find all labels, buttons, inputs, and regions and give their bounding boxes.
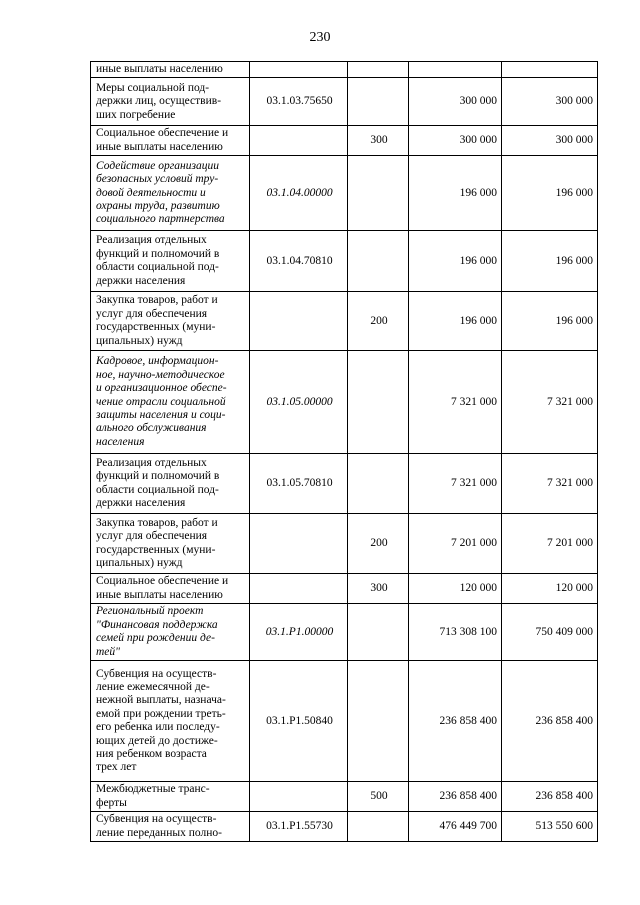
row-name-line: Социальное обеспечение и <box>96 575 229 588</box>
table-row <box>91 604 598 661</box>
row-expense-type-cell <box>348 231 409 292</box>
row-expense-type-cell: 500 <box>348 782 409 812</box>
row-name-line: безопасных условий тру- <box>96 173 219 186</box>
row-amount-2-cell: 7 321 000 <box>502 351 598 454</box>
row-name-line: держки лиц, осуществив- <box>96 95 222 108</box>
row-expense-type-cell <box>348 661 409 782</box>
table-row <box>91 574 598 604</box>
row-amount-1-cell: 196 000 <box>409 231 502 292</box>
row-code-cell <box>250 782 348 812</box>
row-name-cell <box>91 454 250 514</box>
row-name-cell <box>91 782 250 812</box>
row-name-line: тей" <box>96 645 120 658</box>
table-row <box>91 514 598 574</box>
row-expense-type-cell: 300 <box>348 126 409 156</box>
row-name-line: ших погребение <box>96 108 176 121</box>
row-name-cell <box>91 78 250 126</box>
table-row <box>91 351 598 454</box>
row-code-cell: 03.1.05.00000 <box>250 351 348 454</box>
row-name-line: государственных (муни- <box>96 321 216 334</box>
row-amount-2-cell: 236 858 400 <box>502 782 598 812</box>
row-name-cell <box>91 351 250 454</box>
row-amount-1-cell: 300 000 <box>409 126 502 156</box>
row-name-line: функций и полномочий в <box>96 247 220 260</box>
row-name-line: иные выплаты населению <box>96 140 223 153</box>
row-name-cell <box>91 62 250 78</box>
row-amount-1-cell: 7 321 000 <box>409 351 502 454</box>
row-amount-2-cell: 513 550 600 <box>502 812 598 842</box>
row-name-line: ление переданных полно- <box>96 826 222 839</box>
row-amount-1-cell: 196 000 <box>409 156 502 231</box>
row-name-line: ление ежемесячной де- <box>96 681 210 693</box>
row-name-line: Закупка товаров, работ и <box>96 516 218 529</box>
row-name-line: держки населения <box>96 497 186 510</box>
table-row <box>91 126 598 156</box>
row-name-cell <box>91 231 250 292</box>
row-amount-2-cell: 300 000 <box>502 126 598 156</box>
table-row <box>91 292 598 351</box>
row-amount-1-cell <box>409 62 502 78</box>
row-name-line: и организационное обеспе- <box>96 382 227 395</box>
row-name-line: Меры социальной под- <box>96 81 210 94</box>
budget-table <box>90 61 598 842</box>
row-amount-1-cell: 196 000 <box>409 292 502 351</box>
row-code-cell: 03.1.03.75650 <box>250 78 348 126</box>
budget-table-body <box>91 62 598 842</box>
row-name-line: иные выплаты населению <box>96 588 223 601</box>
table-row <box>91 661 598 782</box>
row-name-line: Социальное обеспечение и <box>96 127 229 140</box>
row-name-line: ферты <box>96 796 127 809</box>
row-name-line: Содействие организации <box>96 159 219 172</box>
row-name-line: ния ребенком возраста <box>96 748 207 761</box>
row-amount-1-cell: 7 201 000 <box>409 514 502 574</box>
row-code-cell <box>250 126 348 156</box>
row-amount-2-cell <box>502 62 598 78</box>
row-expense-type-cell <box>348 156 409 231</box>
row-code-cell: 03.1.Р1.50840 <box>250 661 348 782</box>
row-name-line: емой при рождении треть- <box>96 707 226 720</box>
row-name-line: Закупка товаров, работ и <box>96 294 218 307</box>
table-row <box>91 782 598 812</box>
row-name-line: ципальных) нужд <box>96 334 183 347</box>
row-name-line: населения <box>96 435 145 448</box>
row-name-line: области социальной под- <box>96 483 219 496</box>
row-code-cell <box>250 514 348 574</box>
page-number: 230 <box>309 30 331 45</box>
row-name-line: ципальных) нужд <box>96 557 183 570</box>
row-amount-1-cell: 476 449 700 <box>409 812 502 842</box>
row-amount-2-cell: 7 321 000 <box>502 454 598 514</box>
row-code-cell: 03.1.Р1.00000 <box>250 604 348 661</box>
row-expense-type-cell: 200 <box>348 514 409 574</box>
row-name-line: "Финансовая поддержка <box>96 618 218 631</box>
row-name-line: социального партнерства <box>96 213 225 226</box>
row-amount-2-cell: 300 000 <box>502 78 598 126</box>
row-expense-type-cell <box>348 812 409 842</box>
row-name-line: защиты населения и соци- <box>96 408 226 421</box>
row-name-cell <box>91 812 250 842</box>
row-amount-1-cell: 236 858 400 <box>409 661 502 782</box>
row-name-line: услуг для обеспечения <box>96 307 208 320</box>
row-name-line: иные выплаты населению <box>96 63 223 75</box>
row-name-line: Реализация отдельных <box>96 234 207 247</box>
row-name-line: услуг для обеспечения <box>96 530 208 543</box>
row-name-line: Субвенция на осуществ- <box>96 667 217 680</box>
row-name-cell <box>91 156 250 231</box>
row-name-line: Кадровое, информацион- <box>96 355 219 368</box>
row-name-line: Межбюджетные транс- <box>96 783 210 796</box>
row-expense-type-cell <box>348 351 409 454</box>
row-name-line: государственных (муни- <box>96 543 216 556</box>
row-name-line: чение отрасли социальной <box>96 395 226 408</box>
row-code-cell <box>250 292 348 351</box>
row-code-cell: 03.1.05.70810 <box>250 454 348 514</box>
row-expense-type-cell <box>348 604 409 661</box>
row-expense-type-cell: 300 <box>348 574 409 604</box>
row-name-line: охраны труда, развитию <box>96 199 220 212</box>
row-name-cell <box>91 126 250 156</box>
row-name-line: Субвенция на осуществ- <box>96 813 217 826</box>
table-row <box>91 156 598 231</box>
row-amount-2-cell: 750 409 000 <box>502 604 598 661</box>
row-name-cell <box>91 604 250 661</box>
row-name-line: функций и полномочий в <box>96 470 220 483</box>
row-amount-2-cell: 236 858 400 <box>502 661 598 782</box>
row-name-cell <box>91 574 250 604</box>
table-row <box>91 812 598 842</box>
row-code-cell: 03.1.04.00000 <box>250 156 348 231</box>
row-amount-1-cell: 300 000 <box>409 78 502 126</box>
row-name-line: ального обслуживания <box>96 422 207 435</box>
row-name-line: его ребенка или последу- <box>96 721 220 734</box>
row-expense-type-cell: 200 <box>348 292 409 351</box>
row-name-line: нежной выплаты, назнача- <box>96 694 226 707</box>
row-name-line: Реализация отдельных <box>96 456 207 469</box>
row-name-line: семей при рождении де- <box>96 632 215 645</box>
row-amount-1-cell: 236 858 400 <box>409 782 502 812</box>
row-amount-1-cell: 7 321 000 <box>409 454 502 514</box>
row-expense-type-cell <box>348 78 409 126</box>
row-name-cell <box>91 514 250 574</box>
table-row <box>91 231 598 292</box>
row-name-line: трех лет <box>96 761 137 774</box>
row-amount-1-cell: 713 308 100 <box>409 604 502 661</box>
row-amount-2-cell: 196 000 <box>502 156 598 231</box>
row-expense-type-cell <box>348 454 409 514</box>
row-code-cell: 03.1.04.70810 <box>250 231 348 292</box>
row-name-line: держки населения <box>96 274 186 287</box>
table-row <box>91 78 598 126</box>
row-expense-type-cell <box>348 62 409 78</box>
row-name-line: Региональный проект <box>96 605 204 618</box>
row-name-cell <box>91 661 250 782</box>
row-name-line: довой деятельности и <box>96 186 206 199</box>
row-code-cell <box>250 574 348 604</box>
row-amount-2-cell: 196 000 <box>502 292 598 351</box>
row-amount-2-cell: 196 000 <box>502 231 598 292</box>
row-name-line: ное, научно-методическое <box>96 368 225 381</box>
row-code-cell <box>250 62 348 78</box>
row-name-cell <box>91 292 250 351</box>
row-amount-1-cell: 120 000 <box>409 574 502 604</box>
table-row <box>91 62 598 78</box>
row-amount-2-cell: 7 201 000 <box>502 514 598 574</box>
table-row <box>91 454 598 514</box>
row-amount-2-cell: 120 000 <box>502 574 598 604</box>
row-name-line: ющих детей до достиже- <box>96 734 218 747</box>
row-name-line: области социальной под- <box>96 261 219 274</box>
row-code-cell: 03.1.Р1.55730 <box>250 812 348 842</box>
